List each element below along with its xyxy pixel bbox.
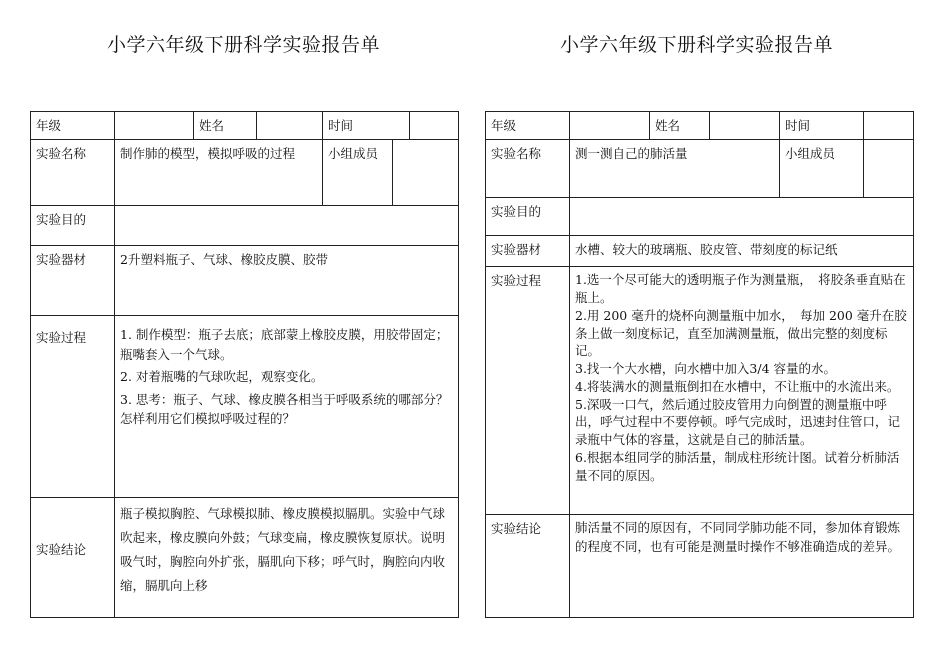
experiment-name-value: 制作肺的模型，模拟呼吸的过程 <box>115 140 323 206</box>
experiment-name-label: 实验名称 <box>486 140 570 198</box>
process-step: 4.将装满水的测量瓶倒扣在水槽中，不让瓶中的水流出来。 <box>575 378 900 394</box>
materials-label: 实验器材 <box>486 236 570 267</box>
process-steps <box>570 267 914 515</box>
process-step: 2.用 200 毫升的烧杯向测量瓶中加水， 每加 200 毫升在胶条上做一刻度标记，直至加满测量瓶，做出完整的刻度标记。 <box>575 307 907 359</box>
conclusion-value: 肺活量不同的原因有，不同同学肺功能不同，参加体育锻炼的程度不同，也有可能是测量时操作不够准确造成的差异。 <box>570 515 914 618</box>
materials-value: 水槽、较大的玻璃瓶、胶皮管、带刻度的标记纸 <box>570 236 914 267</box>
time-label: 时间 <box>323 112 410 140</box>
group-members-field[interactable] <box>393 140 459 206</box>
grade-field[interactable] <box>570 112 650 140</box>
purpose-label: 实验目的 <box>31 206 115 246</box>
right-report-title: 小学六年级下册科学实验报告单 <box>560 34 834 56</box>
group-members-label: 小组成员 <box>323 140 393 206</box>
name-label: 姓名 <box>194 112 257 140</box>
group-members-field[interactable] <box>864 140 914 198</box>
grade-label: 年级 <box>31 112 115 140</box>
right-report-table <box>485 111 914 618</box>
grade-label: 年级 <box>486 112 570 140</box>
process-step: 2. 对着瓶嘴的气球吹起，观察变化。 <box>120 369 324 385</box>
materials-label: 实验器材 <box>31 246 115 316</box>
purpose-label: 实验目的 <box>486 198 570 236</box>
conclusion-value: 瓶子模拟胸腔、气球模拟肺、橡皮膜模拟膈肌。实验中气球吹起来，橡皮膜向外鼓；气球变扁，橡皮膜恢复原状。说明吸气时，胸腔向外扩张，膈肌向下移；呼气时，胸腔向内收缩，膈肌向上移 <box>115 498 459 618</box>
experiment-name-label: 实验名称 <box>31 140 115 206</box>
name-field[interactable] <box>257 112 323 140</box>
left-report-table <box>30 111 459 618</box>
process-steps <box>115 316 459 498</box>
materials-value: 2升塑料瓶子、气球、橡胶皮膜、胶带 <box>115 246 459 316</box>
process-step: 3. 思考：瓶子、气球、橡皮膜各相当于呼吸系统的哪部分？怎样利用它们模拟呼吸过程的？ <box>120 391 449 426</box>
process-label: 实验过程 <box>31 316 115 498</box>
process-label: 实验过程 <box>486 267 570 515</box>
name-field[interactable] <box>710 112 780 140</box>
purpose-field[interactable] <box>115 206 459 246</box>
group-members-label: 小组成员 <box>780 140 864 198</box>
process-step: 5.深吸一口气，然后通过胶皮管用力向倒置的测量瓶中呼出，呼气过程中不要停顿。呼气完成时，迅速封住管口，记录瓶中气体的容量，这就是自己的肺活量。 <box>575 396 901 448</box>
purpose-field[interactable] <box>570 198 914 236</box>
name-label: 姓名 <box>650 112 710 140</box>
experiment-name-value: 测一测自己的肺活量 <box>570 140 780 198</box>
conclusion-label: 实验结论 <box>486 515 570 618</box>
process-step: 6.根据本组同学的肺活量，制成柱形统计图。试着分析肺活量不同的原因。 <box>575 449 900 483</box>
time-field[interactable] <box>864 112 914 140</box>
grade-field[interactable] <box>115 112 194 140</box>
conclusion-label: 实验结论 <box>31 498 115 618</box>
process-step: 1. 制作模型：瓶子去底；底部蒙上橡胶皮膜，用胶带固定；瓶嘴套入一个气球。 <box>120 327 449 362</box>
process-step: 1.选一个尽可能大的透明瓶子作为测量瓶， 将胶条垂直贴在瓶上。 <box>575 272 906 306</box>
process-step: 3.找一个大水槽，向水槽中加入3/4 容量的水。 <box>575 361 837 377</box>
time-field[interactable] <box>410 112 459 140</box>
left-report-title: 小学六年级下册科学实验报告单 <box>107 34 381 56</box>
time-label: 时间 <box>780 112 864 140</box>
